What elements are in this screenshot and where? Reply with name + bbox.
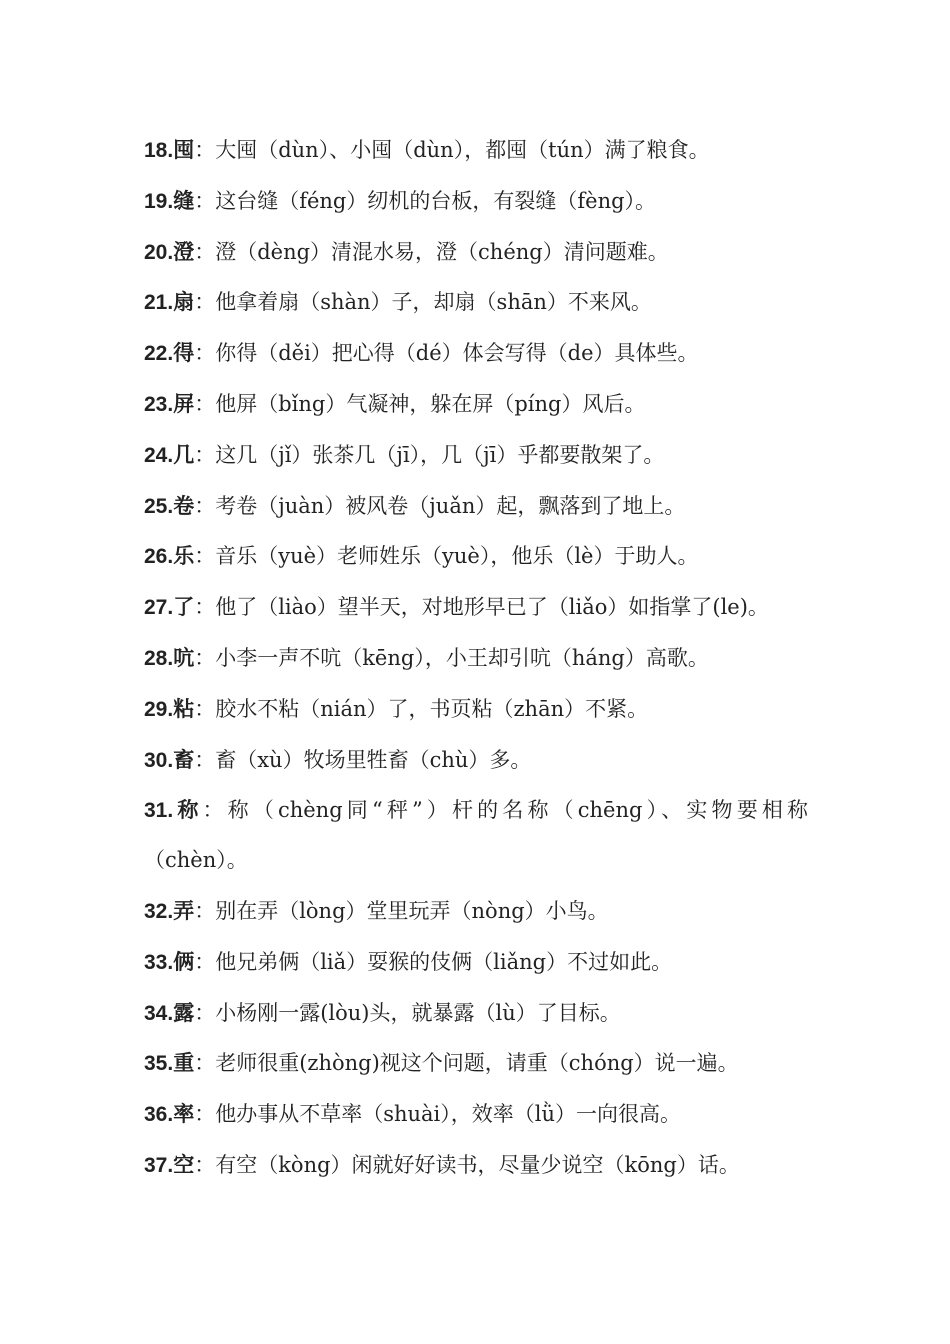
entry-number: 31. [144,799,174,823]
entry-separator: ： [194,1000,216,1025]
entry-sentence: 大囤（dùn）、小囤（dùn），都囤（tún）满了粮食。 [215,138,710,162]
entry-23 [144,379,808,430]
entry-separator: ： [194,1152,216,1177]
entry-separator: ： [194,493,216,518]
entry-number: 22. [144,342,174,366]
entry-character: 几 [173,441,195,467]
entry-separator: ： [194,138,216,162]
entry-sentence: 他办事从不草率（shuài），效率（lǜ）一向很高。 [215,1102,682,1127]
entry-number: 21. [144,291,174,315]
entry-number: 37. [144,1153,174,1177]
entry-30 [144,735,808,786]
entry-separator: ： [194,290,216,315]
entry-separator: ： [194,595,216,620]
entry-character: 吭 [173,644,195,670]
polyphonic-character-list [144,125,808,1191]
entry-sentence: 他屏（bǐng）气凝神，躲在屏（píng）风后。 [215,391,646,416]
entry-28 [144,633,808,684]
entry-character: 畜 [173,746,195,772]
entry-separator: ： [194,544,216,569]
entry-separator: ： [194,188,216,213]
entry-34 [144,988,808,1039]
entry-21 [144,277,808,328]
entry-19 [144,176,808,227]
entry-24 [144,430,808,481]
entry-27 [144,582,808,633]
entry-number: 35. [144,1052,174,1076]
entry-character: 粘 [173,695,195,721]
entry-character: 卷 [173,492,195,518]
entry-18 [144,125,808,176]
entry-number: 33. [144,950,174,974]
entry-number: 19. [144,189,174,213]
entry-number: 25. [144,494,174,518]
entry-character: 缝 [173,187,195,213]
entry-sentence: 小杨刚一露(lòu)头，就暴露（lù）了目标。 [215,1000,621,1025]
entry-character: 得 [173,340,195,366]
entry-32 [144,886,808,937]
entry-number: 30. [144,748,174,772]
entry-sentence: 有空（kòng）闲就好好读书，尽量少说空（kōng）话。 [215,1152,740,1177]
entry-number: 32. [144,899,174,923]
entry-character: 称 [173,797,203,823]
entry-character: 屏 [173,390,195,416]
entry-separator: ： [194,391,216,416]
entry-35 [144,1038,808,1089]
entry-character: 了 [173,594,195,620]
entry-sentence: 音乐（yuè）老师姓乐（yuè），他乐（lè）于助人。 [215,544,699,569]
entry-sentence: 畜（xù）牧场里牲畜（chù）多。 [215,747,532,772]
entry-sentence: 考卷（juàn）被风卷（juǎn）起，飘落到了地上。 [215,493,686,518]
entry-separator: ： [194,1051,216,1076]
entry-number: 20. [144,240,174,264]
entry-sentence: 老师很重(zhòng)视这个问题，请重（chóng）说一遍。 [215,1051,739,1076]
entry-sentence: 这台缝（féng）纫机的台板，有裂缝（fèng）。 [215,188,657,213]
entry-separator: ： [194,239,216,264]
entry-number: 26. [144,545,174,569]
entry-25 [144,481,808,532]
entry-separator: ： [194,645,216,670]
entry-character: 俩 [173,948,195,974]
entry-character: 乐 [173,543,195,569]
entry-number: 24. [144,443,174,467]
entry-number: 34. [144,1001,174,1025]
entry-sentence: 澄（dèng）清混水易，澄（chéng）清问题难。 [215,239,669,264]
entry-36 [144,1089,808,1140]
entry-separator: ： [194,341,216,366]
entry-number: 23. [144,392,174,416]
entry-separator: ： [194,696,216,721]
entry-31 [144,785,808,886]
entry-character: 囤 [173,137,195,162]
entry-33 [144,937,808,988]
entry-character: 弄 [173,897,195,923]
entry-character: 扇 [173,289,195,315]
entry-character: 澄 [173,238,195,264]
entry-character: 空 [173,1151,195,1177]
entry-sentence: 称（chèng同“秤”）杆的名称（chēng）、实物要相称（chèn）。 [144,798,809,873]
entry-sentence: 别在弄（lòng）堂里玩弄（nòng）小鸟。 [215,898,609,923]
entry-separator: ： [202,798,228,823]
entry-separator: ： [194,949,216,974]
entry-22 [144,328,808,379]
entry-26 [144,531,808,582]
entry-character: 露 [173,999,195,1025]
entry-sentence: 小李一声不吭（kēng），小王却引吭（háng）高歌。 [215,645,709,670]
entry-number: 18. [144,139,174,162]
entry-character: 率 [173,1101,195,1127]
entry-separator: ： [194,1102,216,1127]
entry-number: 27. [144,596,174,620]
entry-separator: ： [194,442,216,467]
entry-number: 29. [144,697,174,721]
entry-separator: ： [194,747,216,772]
entry-sentence: 你得（děi）把心得（dé）体会写得（de）具体些。 [215,341,699,366]
entry-sentence: 他拿着扇（shàn）子，却扇（shān）不来风。 [215,290,652,315]
entry-sentence: 这几（jǐ）张茶几（jī），几（jī）乎都要散架了。 [215,442,665,467]
entry-sentence: 他了（liào）望半天，对地形早已了（liǎo）如指掌了(le)。 [215,595,769,620]
entry-separator: ： [194,898,216,923]
entry-sentence: 他兄弟俩（liǎ）耍猴的伎俩（liǎng）不过如此。 [215,949,673,974]
entry-character: 重 [173,1050,195,1076]
entry-sentence: 胶水不粘（nián）了，书页粘（zhān）不紧。 [215,696,649,721]
entry-29 [144,684,808,735]
entry-20 [144,227,808,278]
entry-number: 28. [144,646,174,670]
entry-37 [144,1140,808,1191]
entry-number: 36. [144,1103,174,1127]
